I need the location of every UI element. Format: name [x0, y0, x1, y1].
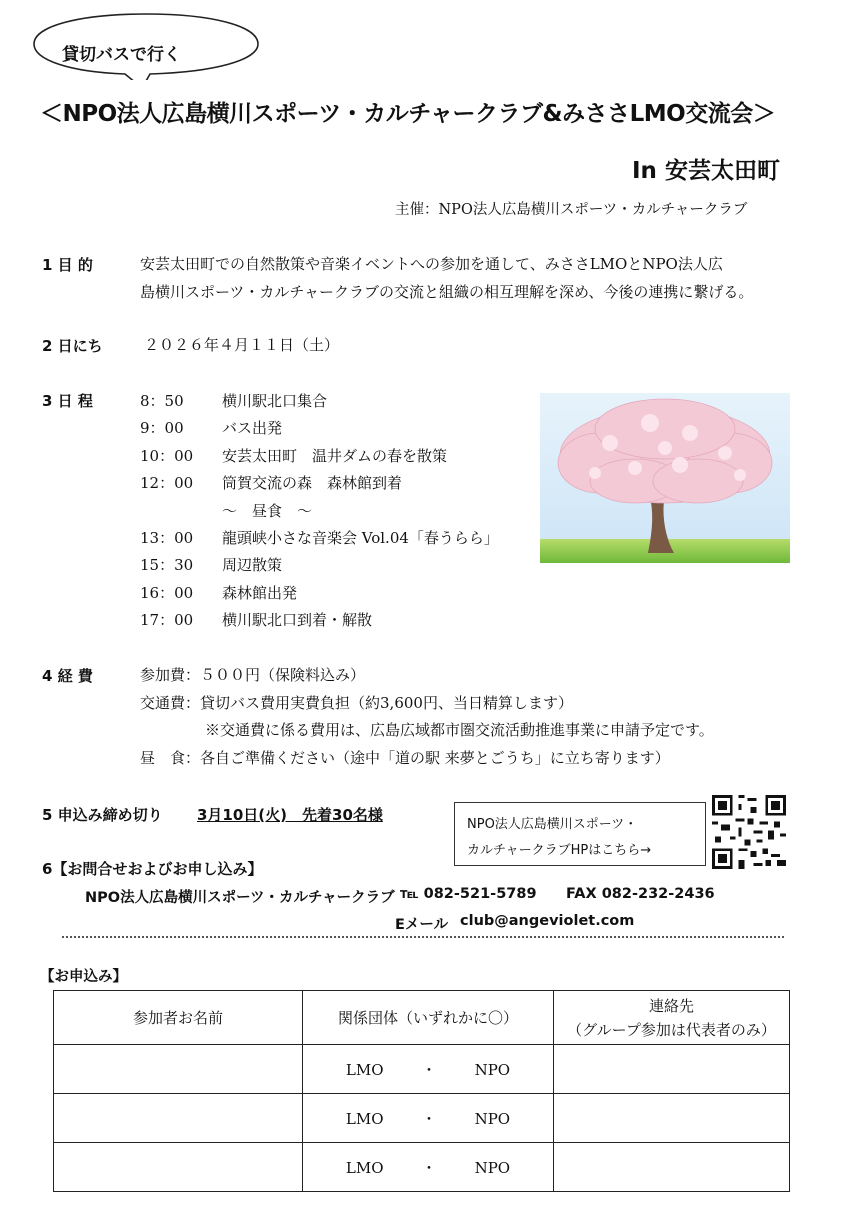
- homepage-link-line-2: カルチャークラブHPはこちら→: [467, 843, 652, 858]
- email-link[interactable]: club@angeviolet.com: [460, 913, 635, 929]
- organizer: 主催：NPO法人広島横川スポーツ・カルチャークラブ: [395, 202, 748, 218]
- header-contact-line-1: 連絡先: [648, 996, 694, 1015]
- homepage-link-box[interactable]: [454, 802, 706, 866]
- option-separator: ・: [421, 1060, 437, 1079]
- schedule-time: 9：00: [140, 419, 184, 438]
- group-choice-cell[interactable]: [303, 1143, 554, 1192]
- schedule-label: 3 日 程: [42, 392, 93, 410]
- name-input-cell[interactable]: [54, 1143, 303, 1192]
- header-contact-line-2: （グループ参加は代表者のみ）: [567, 1020, 776, 1039]
- schedule-time: 12：00: [140, 474, 194, 493]
- homepage-link-line-1: NPO法人広島横川スポーツ・: [467, 817, 638, 832]
- group-choice-cell[interactable]: [303, 1094, 554, 1143]
- option-npo[interactable]: NPO: [474, 1060, 511, 1079]
- form-heading: 【お申込み】: [40, 969, 127, 985]
- contact-tel: ℡ 082-521-5789: [400, 886, 537, 902]
- contact-input-cell[interactable]: [554, 1143, 790, 1192]
- deadline-label: 5 申込み締め切り: [42, 806, 163, 824]
- bubble-text: 貸切バスで行く: [62, 45, 181, 65]
- date-label: 2 日にち: [42, 337, 103, 355]
- table-row: [54, 1045, 790, 1094]
- option-lmo[interactable]: LMO: [345, 1158, 384, 1177]
- page-subtitle: In 安芸太田町: [632, 158, 780, 184]
- schedule-event: ～ 昼食 ～: [222, 501, 313, 520]
- cost-label: 4 経 費: [42, 667, 93, 685]
- schedule-event: 横川駅北口到着・解散: [222, 611, 373, 630]
- schedule-event: 安芸太田町 温井ダムの春を散策: [222, 446, 448, 465]
- schedule-time: 16：00: [140, 583, 194, 602]
- email-label: Eメール: [395, 917, 449, 933]
- purpose-line-1: 安芸太田町での自然散策や音楽イベントへの参加を通して、みささLMOとNPO法人広: [140, 255, 723, 273]
- option-separator: ・: [421, 1158, 437, 1177]
- contact-input-cell[interactable]: [554, 1045, 790, 1094]
- option-lmo[interactable]: LMO: [345, 1109, 384, 1128]
- schedule-event: 筒賀交流の森 森林館到着: [222, 474, 403, 493]
- contact-label: 6【お問合せおよびお申し込み】: [42, 860, 263, 878]
- option-lmo[interactable]: LMO: [345, 1060, 384, 1079]
- schedule-event: 横川駅北口集合: [222, 392, 328, 410]
- schedule-time: 15：30: [140, 556, 194, 575]
- schedule-event: 周辺散策: [222, 556, 283, 575]
- schedule-time: 17：00: [140, 611, 194, 630]
- table-row: [54, 1143, 790, 1192]
- option-separator: ・: [421, 1109, 437, 1128]
- schedule-event: バス出発: [222, 419, 283, 438]
- deadline-value: 3月10日(火) 先着30名様: [197, 806, 383, 824]
- cost-transport: 交通費：貸切バス費用実費負担（約3,600円、当日精算します）: [140, 694, 573, 712]
- header-name: 参加者お名前: [54, 991, 303, 1045]
- contact-org: NPO法人広島横川スポーツ・カルチャークラブ: [85, 890, 395, 906]
- group-choice-cell[interactable]: [303, 1045, 554, 1094]
- table-row: [54, 1094, 790, 1143]
- cost-fee: 参加費：５００円（保険料込み）: [140, 666, 366, 684]
- dotted-divider: [62, 936, 784, 938]
- cherry-tree-illustration: [540, 393, 790, 563]
- form-header-row: [54, 991, 790, 1045]
- schedule-time: 13：00: [140, 529, 194, 547]
- option-npo[interactable]: NPO: [474, 1109, 511, 1128]
- page-title: ＜NPO法人広島横川スポーツ・カルチャークラブ&みささLMO交流会＞: [40, 101, 776, 127]
- qr-code-icon[interactable]: [712, 795, 786, 869]
- purpose-label: 1 目 的: [42, 256, 93, 274]
- date-value: ２０２６年４月１１日（土）: [144, 336, 340, 354]
- schedule-event: 龍頭峡小さな音楽会 Vol.04「春うらら」: [222, 529, 499, 547]
- name-input-cell[interactable]: [54, 1094, 303, 1143]
- cost-lunch: 昼 食：各自ご準備ください（途中「道の駅 来夢とごうち」に立ち寄ります）: [140, 749, 670, 767]
- name-input-cell[interactable]: [54, 1045, 303, 1094]
- purpose-line-2: 島横川スポーツ・カルチャークラブの交流と組織の相互理解を深め、今後の連携に繋げる。: [140, 283, 754, 301]
- header-contact: [554, 991, 790, 1045]
- schedule-time: 8：50: [140, 392, 184, 410]
- contact-fax: FAX 082-232-2436: [566, 886, 715, 902]
- schedule-event: 森林館出発: [222, 583, 298, 602]
- application-form-table: [53, 990, 790, 1192]
- option-npo[interactable]: NPO: [474, 1158, 511, 1177]
- cost-note: ※交通費に係る費用は、広島広域都市圏交流活動推進事業に申請予定です。: [205, 721, 714, 739]
- header-group: 関係団体（いずれかに〇）: [303, 991, 554, 1045]
- contact-input-cell[interactable]: [554, 1094, 790, 1143]
- schedule-time: 10：00: [140, 446, 194, 465]
